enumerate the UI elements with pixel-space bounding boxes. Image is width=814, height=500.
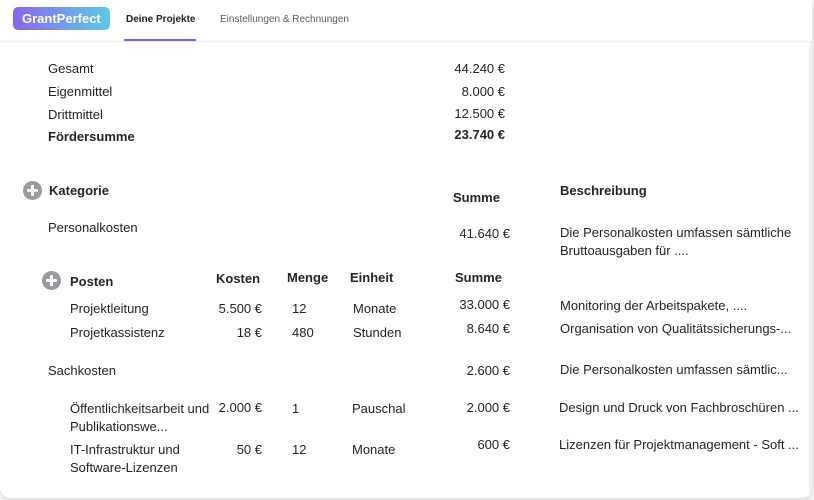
posten-summe: 600 € — [477, 437, 510, 452]
summary-value-gesamt: 44.240 € — [454, 61, 505, 76]
posten-menge: 12 — [292, 301, 307, 316]
posten-einheit: Stunden — [353, 325, 402, 340]
posten-name[interactable]: Projektleitung — [70, 301, 149, 316]
posten-menge: 1 — [292, 401, 300, 416]
posten-beschreibung: Organisation von Qualitätssicherungs-... — [560, 321, 792, 336]
summary-label-gesamt: Gesamt — [48, 61, 94, 76]
scrollbar-track[interactable] — [809, 42, 812, 498]
posten-summe: 2.000 € — [466, 400, 510, 415]
posten-einheit: Monate — [353, 301, 397, 316]
category-beschreibung: Die Personalkosten umfassen sämtlic... — [560, 362, 788, 377]
posten-name[interactable]: Öffentlichkeitsarbeit und Publikationswe... — [70, 401, 210, 434]
posten-menge: 12 — [292, 442, 307, 457]
summary-label-foerdersumme: Fördersumme — [48, 129, 135, 144]
posten-beschreibung: Lizenzen für Projektmanagement - Soft ... — [559, 437, 799, 452]
tab-deine-projekte[interactable]: Deine Projekte — [126, 14, 196, 25]
posten-einheit: Monate — [352, 442, 396, 457]
posten-kosten: 18 € — [236, 325, 262, 340]
summary-label-drittmittel: Drittmittel — [48, 107, 103, 122]
posten-beschreibung: Design und Druck von Fachbroschüren ... — [559, 400, 799, 415]
add-category-icon[interactable] — [23, 181, 42, 200]
tab-einstellungen-rechnungen[interactable]: Einstellungen & Rechnungen — [220, 14, 349, 25]
add-posten-icon[interactable] — [42, 271, 61, 290]
category-summe: 2.600 € — [466, 363, 510, 378]
category-beschreibung: Die Personalkosten umfassen sämtliche Bruttoausgaben für .... — [560, 225, 792, 258]
posten-summe: 8.640 € — [466, 321, 510, 336]
posten-header: Posten — [70, 274, 114, 289]
summary-label-eigenmittel: Eigenmittel — [48, 84, 113, 99]
top-nav — [0, 0, 812, 42]
summe-header: Summe — [453, 190, 500, 205]
einheit-header: Einheit — [350, 270, 394, 285]
kategorie-header: Kategorie — [49, 183, 109, 198]
app-logo[interactable]: GrantPerfect — [13, 7, 110, 30]
category-name[interactable]: Personalkosten — [48, 220, 138, 235]
summary-value-eigenmittel: 8.000 € — [461, 84, 505, 99]
posten-kosten: 2.000 € — [218, 400, 262, 415]
category-summe: 41.640 € — [459, 226, 510, 241]
posten-name[interactable]: IT-Infrastruktur und Software-Lizenzen — [70, 442, 180, 475]
posten-name[interactable]: Projetkassistenz — [70, 325, 165, 340]
posten-summe-header: Summe — [455, 270, 502, 285]
menge-header: Menge — [287, 270, 329, 285]
summary-value-drittmittel: 12.500 € — [454, 106, 505, 121]
posten-summe: 33.000 € — [459, 297, 510, 312]
posten-beschreibung: Monitoring der Arbeitspakete, .... — [560, 298, 748, 313]
posten-kosten: 50 € — [236, 442, 262, 457]
posten-einheit: Pauschal — [352, 401, 406, 416]
active-tab-indicator — [124, 39, 196, 41]
category-name[interactable]: Sachkosten — [48, 363, 116, 378]
beschreibung-header: Beschreibung — [560, 183, 647, 198]
posten-menge: 480 — [292, 325, 314, 340]
summary-value-foerdersumme: 23.740 € — [454, 127, 505, 142]
posten-kosten: 5.500 € — [218, 301, 262, 316]
kosten-header: Kosten — [216, 271, 261, 286]
